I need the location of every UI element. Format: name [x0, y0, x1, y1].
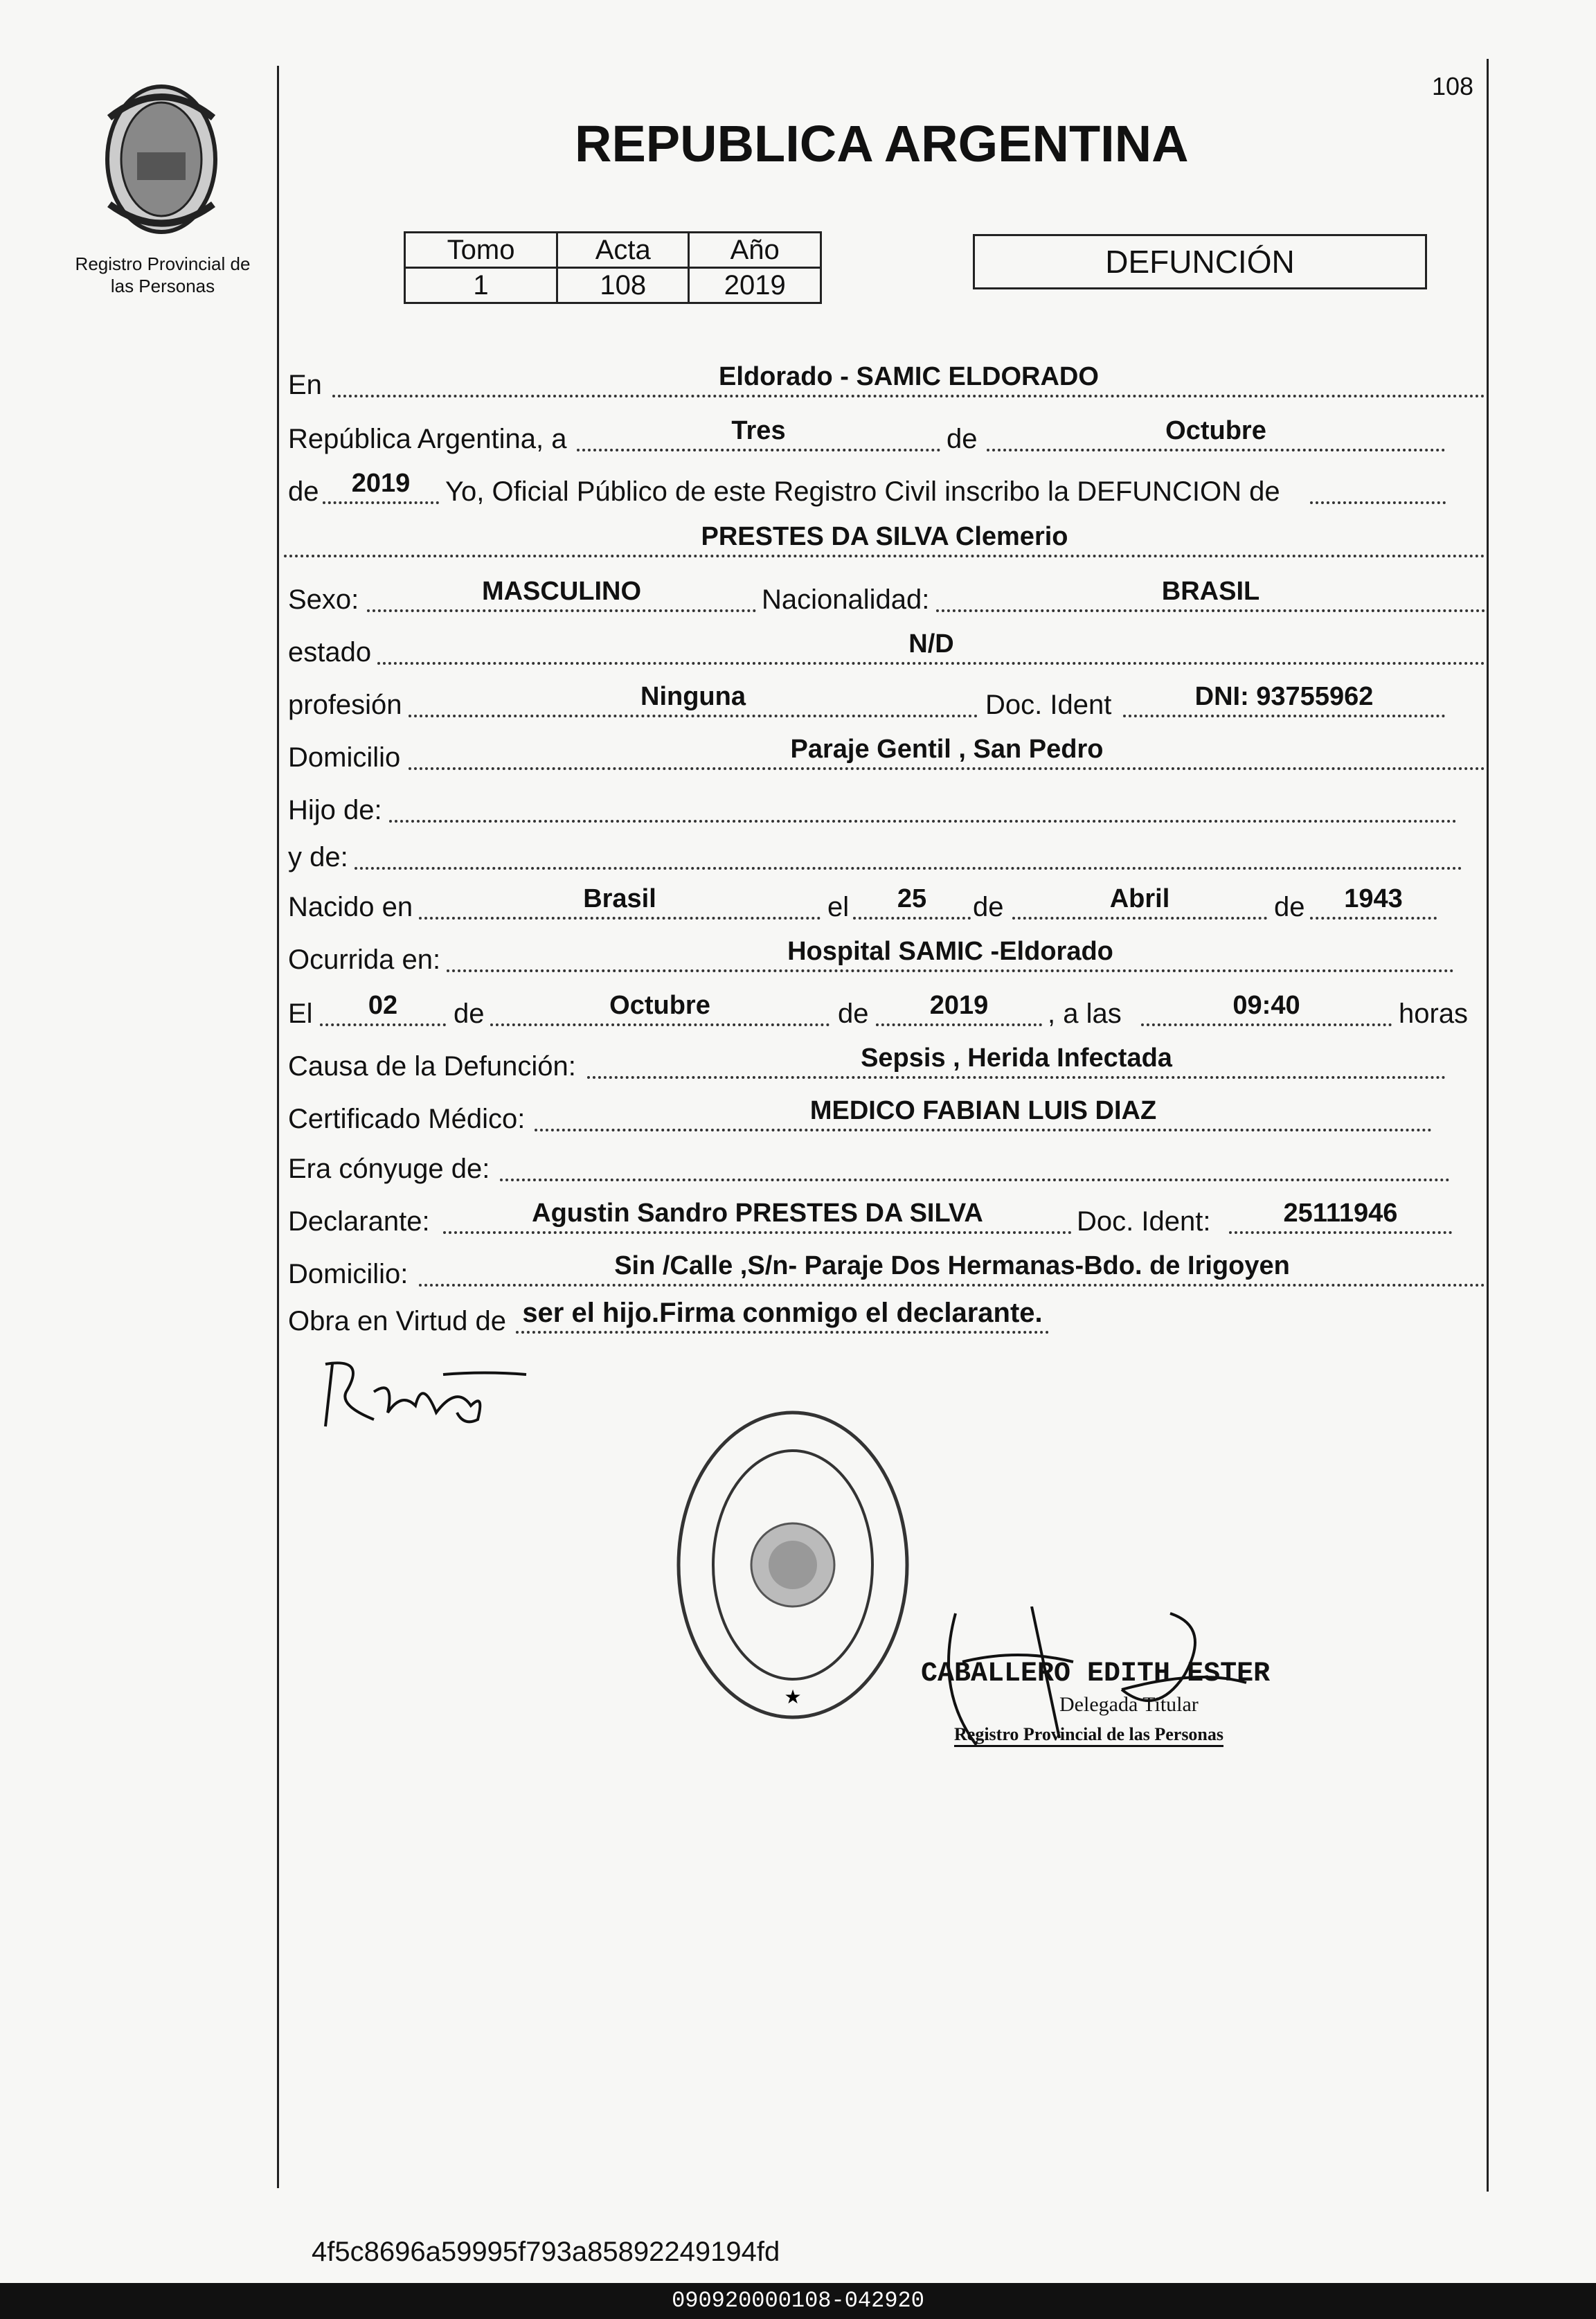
decl-doc-label: Doc. Ident: [1077, 1206, 1211, 1237]
death-month: Octubre [490, 990, 830, 1026]
profesion-label: profesión [288, 690, 402, 720]
left-border-line [277, 66, 279, 2188]
nacido-label: Nacido en [288, 892, 413, 922]
page-title: REPUBLICA ARGENTINA [575, 115, 1189, 172]
hijo-value [389, 787, 1457, 823]
death-year: 2019 [876, 990, 1042, 1026]
conyuge-label: Era cónyuge de: [288, 1154, 490, 1184]
decl-domicilio-value: Sin /Calle ,S/n- Paraje Dos Hermanas-Bdo. de Irigoyen [419, 1251, 1485, 1287]
sexo-label: Sexo: [288, 584, 359, 615]
sexo-value: MASCULINO [367, 576, 756, 612]
official-office: Registro Provincial de las Personas [954, 1724, 1223, 1747]
header-tomo: Tomo [405, 233, 557, 268]
horas-label: horas [1399, 999, 1469, 1029]
right-border-line [1487, 59, 1489, 2192]
oficial-text: Yo, Oficial Público de este Registro Civil inscribo la DEFUNCION de [445, 476, 1280, 507]
obra-value: ser el hijo.Firma conmigo el declarante. [516, 1298, 1049, 1334]
document-hash: 4f5c8696a59995f793a85892249194fd [312, 2237, 780, 2267]
domicilio-value: Paraje Gentil , San Pedro [409, 734, 1485, 770]
declarante-label: Declarante: [288, 1206, 430, 1237]
death-day: 02 [320, 990, 446, 1026]
header-anio: Año [689, 233, 821, 268]
birth-month: Abril [1012, 884, 1267, 920]
birth-day: 25 [853, 884, 971, 920]
nacionalidad-value: BRASIL [936, 576, 1485, 612]
republica-label: República Argentina, a [288, 424, 567, 454]
profesion-value: Ninguna [409, 681, 978, 717]
alas-label: , a las [1048, 999, 1122, 1029]
de-label-5: de [454, 999, 485, 1029]
yde-value [355, 834, 1462, 870]
official-stamp [672, 1406, 914, 1724]
certificado-label: Certificado Médico: [288, 1104, 526, 1134]
conyuge-value [500, 1145, 1450, 1181]
month-value: Octubre [987, 415, 1445, 451]
birth-year: 1943 [1310, 884, 1437, 920]
decl-doc-value: 25111946 [1229, 1198, 1452, 1234]
de-label-4: de [1274, 892, 1305, 922]
ocurrida-value: Hospital SAMIC -Eldorado [447, 936, 1454, 972]
domicilio-label: Domicilio [288, 742, 401, 773]
causa-value: Sepsis , Herida Infectada [587, 1043, 1446, 1079]
en-value: Eldorado - SAMIC ELDORADO [332, 361, 1485, 397]
header-acta: Acta [557, 233, 689, 268]
barcode-bar: 090920000108-042920 [0, 2283, 1596, 2319]
declarante-value: Agustin Sandro PRESTES DA SILVA [443, 1198, 1072, 1234]
oficial-trailing-dots [1310, 468, 1446, 504]
year-value: 2019 [323, 468, 439, 504]
value-anio: 2019 [689, 268, 821, 303]
el-cap-label: El [288, 999, 313, 1029]
official-name: CABALLERO EDITH ESTER [921, 1658, 1271, 1690]
registry-name: Registro Provincial de las Personas [75, 253, 251, 296]
estado-label: estado [288, 637, 372, 668]
de-label-6: de [838, 999, 869, 1029]
doc-ident-value: DNI: 93755962 [1123, 681, 1445, 717]
estado-value: N/D [377, 629, 1485, 665]
obra-label: Obra en Virtud de [288, 1306, 507, 1336]
yde-label: y de: [288, 842, 348, 872]
nacido-value: Brasil [419, 884, 821, 920]
en-label: En [288, 370, 322, 400]
volume-table [404, 231, 822, 304]
certificado-value: MEDICO FABIAN LUIS DIAZ [535, 1095, 1432, 1131]
province-seal [89, 76, 234, 242]
doc-ident-label: Doc. Ident [985, 690, 1112, 720]
de-label-3: de [973, 892, 1004, 922]
ocurrida-label: Ocurrida en: [288, 944, 441, 975]
nacionalidad-label: Nacionalidad: [762, 584, 930, 615]
day-value: Tres [577, 415, 940, 451]
value-tomo: 1 [405, 268, 557, 303]
page-number: 108 [1432, 72, 1474, 100]
el-label: el [827, 892, 850, 922]
svg-text:★: ★ [784, 1685, 802, 1708]
decl-domicilio-label: Domicilio: [288, 1259, 409, 1289]
official-title: Delegada Titular [1059, 1693, 1199, 1716]
hijo-label: Hijo de: [288, 795, 382, 825]
de-label-2: de [288, 476, 319, 507]
deceased-name: PRESTES DA SILVA Clemerio [284, 521, 1485, 557]
causa-label: Causa de la Defunción: [288, 1051, 576, 1082]
record-type-box: DEFUNCIÓN [973, 234, 1427, 289]
death-time: 09:40 [1141, 990, 1392, 1026]
declarant-signature [319, 1350, 533, 1440]
value-acta: 108 [557, 268, 689, 303]
de-label-1: de [947, 424, 978, 454]
